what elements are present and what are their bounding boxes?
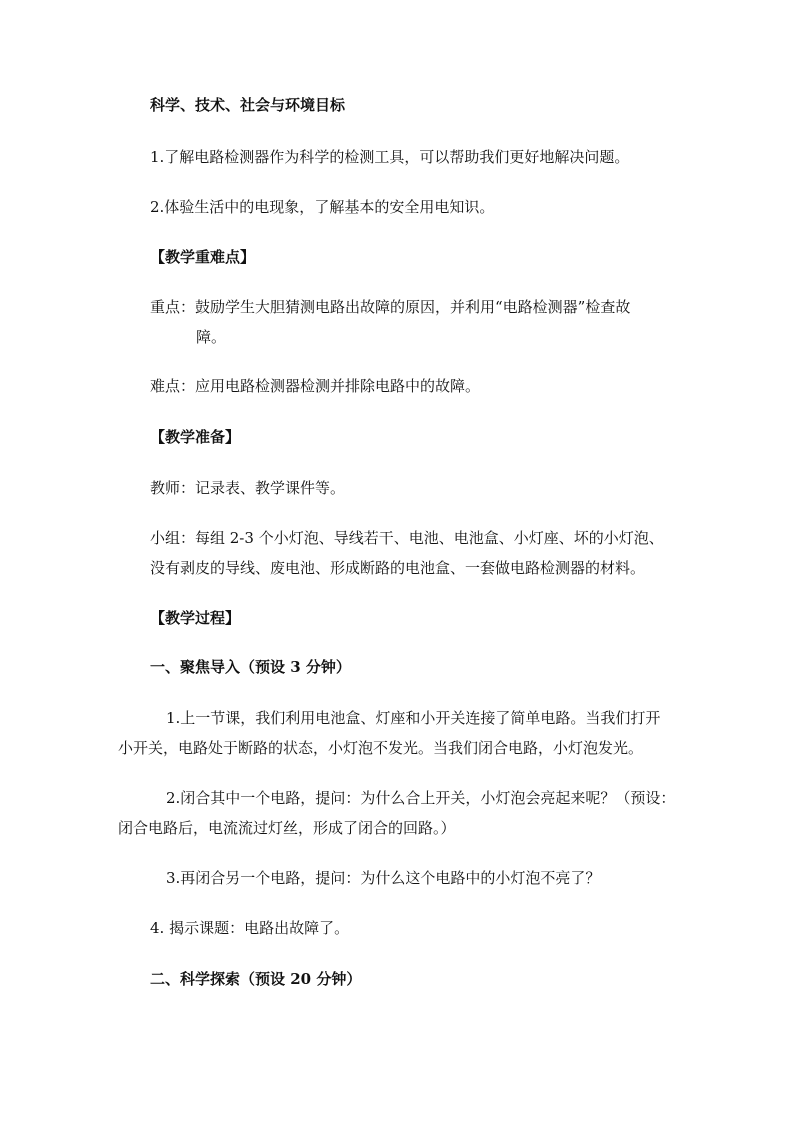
goal-item-2: 2.体验生活中的电现象，了解基本的安全用电知识。: [150, 198, 495, 216]
step-1-line-1: 1.上一节课，我们利用电池盒、灯座和小开关连接了简单电路。当我们打开: [166, 709, 661, 727]
step-3: 3.再闭合另一个电路，提问：为什么这个电路中的小灯泡不亮了？: [166, 869, 601, 887]
difficult-point: 难点：应用电路检测器检测并排除电路中的故障。: [150, 377, 481, 395]
prep-group-line-1: 小组：每组 2-3 个小灯泡、导线若干、电池、电池盒、小灯座、坏的小灯泡、: [150, 529, 664, 547]
step-2-line-2: 闭合电路后，电流流过灯丝，形成了闭合的回路。）: [118, 819, 456, 837]
step-4: 4. 揭示课题：电路出故障了。: [150, 919, 350, 937]
heading-key-points: 【教学重难点】: [150, 248, 256, 266]
step-2-line-1: 2.闭合其中一个电路，提问：为什么合上开关，小灯泡会亮起来呢？（预设：: [166, 789, 676, 807]
heading-process: 【教学过程】: [150, 609, 241, 627]
step-1-line-2: 小开关，电路处于断路的状态，小灯泡不发光。当我们闭合电路，小灯泡发光。: [118, 739, 644, 757]
prep-group-line-2: 没有剥皮的导线、废电池、形成断路的电池盒、一套做电路检测器的材料。: [150, 559, 646, 577]
prep-teacher: 教师：记录表、教学课件等。: [150, 479, 346, 497]
section-2-title: 二、科学探索（预设 20 分钟）: [150, 970, 362, 988]
key-point-line-1: 重点：鼓励学生大胆猜测电路出故障的原因，并利用“电路检测器”检查故: [150, 298, 631, 316]
section-1-title: 一、聚焦导入（预设 3 分钟）: [150, 658, 351, 676]
key-point-line-2: 障。: [196, 328, 227, 346]
heading-preparation: 【教学准备】: [150, 428, 241, 446]
heading-goal: 科学、技术、社会与环境目标: [150, 96, 346, 114]
goal-item-1: 1.了解电路检测器作为科学的检测工具，可以帮助我们更好地解决问题。: [150, 148, 630, 166]
